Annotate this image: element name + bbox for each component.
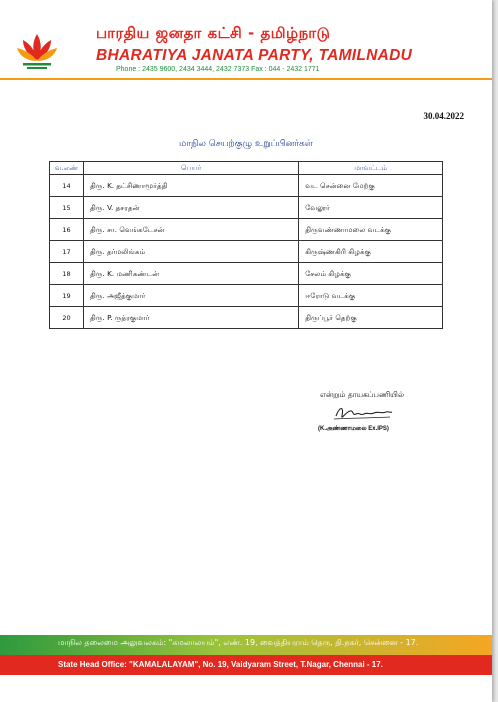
row-serial: 18 [50,263,84,285]
row-serial: 16 [50,219,84,241]
row-district: திருவண்ணாமலை வடக்கு [299,219,443,241]
row-district: திருப்பூர் தெற்கு [299,307,443,329]
table-row [50,307,443,329]
row-district: வட சென்னை மேற்கு [299,175,443,197]
org-name-tamil: பாரதிய ஜனதா கட்சி - தமிழ்நாடு [96,24,331,42]
row-serial: 15 [50,197,84,219]
table-row [50,241,443,263]
members-table [49,161,443,329]
table-row [50,175,443,197]
row-serial: 20 [50,307,84,329]
footer-address-english: State Head Office: "KAMALALAYAM", No. 19, Vaidyaram Street, T.Nagar, Chennai - 17. [58,659,383,669]
table-row [50,285,443,307]
table-row [50,197,443,219]
bjp-lotus-logo [14,28,60,74]
document-date: 30.04.2022 [423,111,464,121]
header-divider [0,78,492,80]
closing-phrase: என்றும் தாயகப்பணியில் [320,390,405,399]
row-serial: 14 [50,175,84,197]
row-name: திரு. V. தசரதன் [83,197,298,219]
column-header-name: பெயர் [83,162,298,175]
row-serial: 17 [50,241,84,263]
contact-phone-line: Phone : 2435 9600, 2434 3444, 2432 7373 Fax : 044 - 2432 1771 [116,66,320,73]
column-header-serial: வ.எண் [50,162,84,175]
row-district: கிருஷ்ணகிரி கிழக்கு [299,241,443,263]
row-name: திரு. K. தட்சிணாமூர்த்தி [83,175,298,197]
row-district: ஈரோடு வடக்கு [299,285,443,307]
row-name: திரு. தர்மலிங்கம் [83,241,298,263]
org-name-english: BHARATIYA JANATA PARTY, TAMILNADU [96,47,413,64]
table-row [50,263,443,285]
row-name: திரு. K. மணிகண்டன் [83,263,298,285]
row-name: திரு. P. ருத்ரகுமார் [83,307,298,329]
signatory-name: (K.அண்ணாமலை Ex.IPS) [318,426,389,432]
row-serial: 19 [50,285,84,307]
table-header-row [50,162,443,175]
table-row [50,219,443,241]
row-name: திரு. சா. வெங்கடேசன் [83,219,298,241]
column-header-district: மாவட்டம் [299,162,443,175]
row-district: வேலூர் [299,197,443,219]
handwritten-signature [330,402,398,424]
row-district: சேலம் கிழக்கு [299,263,443,285]
footer-address-tamil: மாநில தலைமை அலுவலகம்: "கமலாலயம்", எண். 19, வைத்தியராம் தெரு, தி.நகர், சென்னை - 17. [58,638,419,647]
row-name: திரு. அஜீத்குமார் [83,285,298,307]
document-title: மாநில செயற்குழு உறுப்பினர்கள் [179,139,313,149]
